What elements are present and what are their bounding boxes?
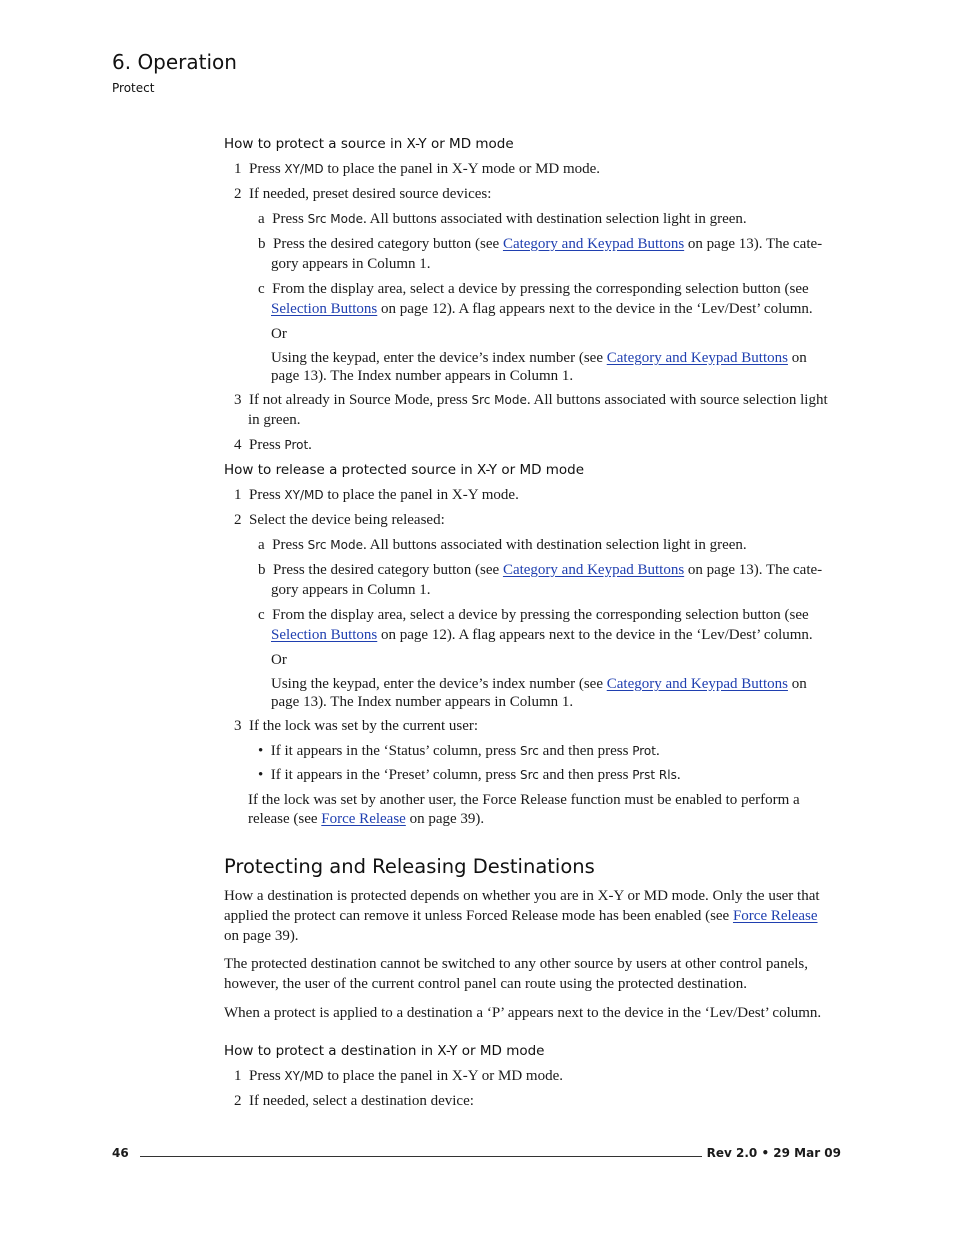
key-label: Prot xyxy=(284,438,309,452)
step-4 xyxy=(234,437,312,454)
bullet-item xyxy=(258,767,681,784)
procedure-title-release-source: How to release a protected source in X-Y or MD mode xyxy=(224,462,585,478)
step-text: and then press xyxy=(538,743,633,759)
step-text: applied the protect can remove it unless Forced Release mode has been enabled (see xyxy=(224,908,733,924)
note-line-cont xyxy=(248,811,484,828)
substep-letter: b xyxy=(258,562,266,578)
step-3-cont: in green. xyxy=(248,412,301,428)
key-label: XY/MD xyxy=(284,488,324,502)
substep-b xyxy=(258,236,822,253)
keypad-instruction-cont: page 13). The Index number appears in Column 1. xyxy=(271,368,574,384)
step-number: 4 xyxy=(234,437,242,453)
step-3 xyxy=(234,718,478,735)
procedure-title-protect-source: How to protect a source in X-Y or MD mode xyxy=(224,136,514,152)
substep-a xyxy=(258,537,747,554)
paragraph-line: When a protect is applied to a destination a ‘P’ appears next to the device in the ‘Lev/Dest’ column. xyxy=(224,1005,822,1021)
step-text: . xyxy=(676,767,681,783)
step-text: . xyxy=(655,743,660,759)
key-label: Src xyxy=(520,744,539,758)
step-text: . All buttons associated with destination selection light in green. xyxy=(363,211,747,227)
step-text: Press xyxy=(249,437,285,453)
step-text: on xyxy=(787,350,807,366)
link-force-release[interactable]: Force Release xyxy=(732,908,818,924)
step-text: Select the device being released: xyxy=(249,512,445,528)
step-text: Press xyxy=(272,537,308,553)
paragraph-line xyxy=(224,908,818,925)
link-selection-buttons[interactable]: Selection Buttons xyxy=(271,627,378,643)
bullet-item xyxy=(258,743,660,760)
key-label: Src Mode xyxy=(471,393,527,407)
step-text: and then press xyxy=(538,767,633,783)
revision-date: Rev 2.0 • 29 Mar 09 xyxy=(706,1146,841,1160)
key-label: Prst Rls xyxy=(632,768,677,782)
step-text: If not already in Source Mode, press xyxy=(249,392,472,408)
step-text: If it appears in the ‘Status’ column, press xyxy=(270,743,521,759)
step-text: Press xyxy=(249,161,285,177)
link-category-keypad[interactable]: Category and Keypad Buttons xyxy=(502,236,685,252)
step-text: on xyxy=(787,676,807,692)
step-text: on page 12). A flag appears next to the device in the ‘Lev/Dest’ column. xyxy=(377,627,813,643)
step-text: Press xyxy=(249,1068,285,1084)
substep-letter: c xyxy=(258,281,265,297)
step-text: to place the panel in X-Y mode or MD mode. xyxy=(323,161,601,177)
substep-letter: a xyxy=(258,211,265,227)
step-text: on page 13). The cate- xyxy=(684,562,823,578)
key-label: Prot xyxy=(632,744,656,758)
substep-b-cont: gory appears in Column 1. xyxy=(271,582,431,598)
key-label: Src Mode xyxy=(307,212,363,226)
substep-b-cont: gory appears in Column 1. xyxy=(271,256,431,272)
step-text: From the display area, select a device by pressing the corresponding selection button (see xyxy=(272,607,809,623)
key-label: XY/MD xyxy=(284,162,324,176)
substep-a xyxy=(258,211,747,228)
step-text: on page 13). The cate- xyxy=(684,236,823,252)
key-label: Src Mode xyxy=(307,538,363,552)
step-text: . All buttons associated with source selection light xyxy=(526,392,828,408)
keypad-instruction-cont: page 13). The Index number appears in Column 1. xyxy=(271,694,574,710)
substep-c xyxy=(258,281,809,298)
step-number: 3 xyxy=(234,392,242,408)
paragraph-line: on page 39). xyxy=(224,928,299,944)
step-text: on page 39). xyxy=(405,811,485,827)
chapter-title: 6. Operation xyxy=(112,50,237,74)
step-number: 2 xyxy=(234,186,242,202)
step-text: Press xyxy=(272,211,308,227)
substep-c xyxy=(258,607,809,624)
step-text: If it appears in the ‘Preset’ column, press xyxy=(270,767,520,783)
link-force-release[interactable]: Force Release xyxy=(321,811,406,827)
step-text: . xyxy=(308,437,312,453)
section-label: Protect xyxy=(112,81,155,95)
step-number: 1 xyxy=(234,161,242,177)
step-number: 1 xyxy=(234,1068,242,1084)
paragraph-line: How a destination is protected depends on whether you are in X-Y or MD mode. Only the user that xyxy=(224,888,820,904)
step-3 xyxy=(234,392,828,409)
note-line: If the lock was set by another user, the Force Release function must be enabled to perform a xyxy=(248,792,800,808)
link-category-keypad[interactable]: Category and Keypad Buttons xyxy=(606,350,788,366)
substep-b xyxy=(258,562,822,579)
substep-letter: a xyxy=(258,537,265,553)
step-text: to place the panel in X-Y mode. xyxy=(323,487,519,503)
step-text: If the lock was set by the current user: xyxy=(249,718,479,734)
step-number: 3 xyxy=(234,718,242,734)
step-text: If needed, preset desired source devices: xyxy=(249,186,492,202)
paragraph-line: The protected destination cannot be switched to any other source by users at other control panels, xyxy=(224,956,808,972)
substep-c-cont xyxy=(271,627,813,644)
step-2 xyxy=(234,512,445,529)
step-text: to place the panel in X-Y or MD mode. xyxy=(323,1068,563,1084)
substep-letter: b xyxy=(258,236,266,252)
keypad-instruction xyxy=(271,676,807,693)
substep-c-cont xyxy=(271,301,813,318)
section-heading: Protecting and Releasing Destinations xyxy=(224,855,595,878)
step-text: If needed, select a destination device: xyxy=(249,1093,474,1109)
link-category-keypad[interactable]: Category and Keypad Buttons xyxy=(606,676,788,692)
step-text: release (see xyxy=(248,811,322,827)
link-category-keypad[interactable]: Category and Keypad Buttons xyxy=(502,562,685,578)
page-number: 46 xyxy=(112,1146,129,1160)
key-label: Src xyxy=(520,768,539,782)
step-1 xyxy=(234,161,600,178)
bullet-icon: • xyxy=(258,767,264,783)
step-1 xyxy=(234,487,519,504)
step-text: Press xyxy=(249,487,285,503)
step-number: 2 xyxy=(234,512,242,528)
or-text: Or xyxy=(271,326,287,342)
paragraph-line: however, the user of the current control panel can route using the protected destination. xyxy=(224,976,747,992)
step-2 xyxy=(234,1093,474,1110)
step-1 xyxy=(234,1068,563,1085)
step-number: 1 xyxy=(234,487,242,503)
step-text: Using the keypad, enter the device’s index number (see xyxy=(271,350,607,366)
step-text: Using the keypad, enter the device’s index number (see xyxy=(271,676,607,692)
step-text: Press the desired category button (see xyxy=(273,562,503,578)
keypad-instruction xyxy=(271,350,807,367)
step-text: . All buttons associated with destination selection light in green. xyxy=(363,537,747,553)
key-label: XY/MD xyxy=(284,1069,324,1083)
step-text: From the display area, select a device by pressing the corresponding selection button (see xyxy=(272,281,809,297)
step-text: on page 12). A flag appears next to the device in the ‘Lev/Dest’ column. xyxy=(377,301,813,317)
bullet-icon: • xyxy=(258,743,264,759)
procedure-title-protect-destination: How to protect a destination in X-Y or MD mode xyxy=(224,1043,545,1059)
substep-letter: c xyxy=(258,607,265,623)
step-text: Press the desired category button (see xyxy=(273,236,503,252)
link-selection-buttons[interactable]: Selection Buttons xyxy=(271,301,378,317)
step-number: 2 xyxy=(234,1093,242,1109)
footer-rule xyxy=(140,1156,702,1157)
step-2 xyxy=(234,186,491,203)
or-text: Or xyxy=(271,652,287,668)
